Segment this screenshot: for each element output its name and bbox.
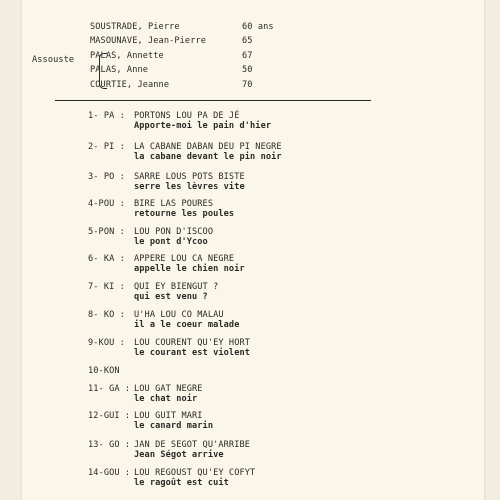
- group-label: Assouste: [32, 55, 75, 65]
- entry-number: 13- GO :: [88, 440, 131, 450]
- entry-number: 6- KA :: [88, 254, 125, 264]
- entry-gascon: PORTONS LOU PA DE JÉ: [134, 111, 240, 121]
- entry-gascon: LOU REGOUST QU'EY COFYT: [134, 468, 256, 478]
- entry-french: Jean Ségot arrive: [134, 450, 224, 460]
- entry-gascon: JAN DE SEGOT QU'ARRIBE: [134, 440, 251, 450]
- entry-french: le ragoût est cuit: [134, 478, 229, 488]
- entry-french: qui est venu ?: [134, 292, 208, 302]
- entry-number: 2- PI :: [88, 142, 125, 152]
- entry-gascon: BIRE LAS POURES: [134, 199, 214, 209]
- entry-french: serre les lèvres vite: [134, 182, 245, 192]
- entry-number: 11- GA :: [88, 384, 131, 394]
- entry-number: 14-GOU :: [88, 468, 131, 478]
- entry-french: appelle le chien noir: [134, 264, 245, 274]
- person-age: 67: [242, 51, 253, 61]
- person-name: PALAS, Annette: [90, 51, 164, 61]
- person-name: COURTIE, Jeanne: [90, 80, 170, 90]
- person-name: MASOUNAVE, Jean-Pierre: [90, 36, 207, 46]
- entry-number: 8- KO :: [88, 310, 125, 320]
- entry-french: le chat noir: [134, 394, 198, 404]
- entry-gascon: LOU GAT NEGRE: [134, 384, 203, 394]
- entry-number: 9-KOU :: [88, 338, 125, 348]
- person-name: PALAS, Anne: [90, 65, 149, 75]
- entry-gascon: QUI EY BIENGUT ?: [134, 282, 219, 292]
- entry-french: retourne les poules: [134, 209, 235, 219]
- entry-gascon: LOU PON D'ISCOO: [134, 227, 214, 237]
- entry-french: le canard marin: [134, 421, 214, 431]
- person-age: 70: [242, 80, 253, 90]
- entry-gascon: LOU GUIT MARI: [134, 411, 203, 421]
- entry-french: la cabane devant le pin noir: [134, 152, 282, 162]
- person-name: SOUSTRADE, Pierre: [90, 22, 180, 32]
- entry-gascon: APPERE LOU CA NEGRE: [134, 254, 235, 264]
- entry-french: Apporte-moi le pain d'hier: [134, 121, 272, 131]
- entry-number: 7- KI :: [88, 282, 125, 292]
- entry-number: 12-GUI :: [88, 411, 131, 421]
- separator-line: [55, 100, 371, 101]
- person-age: 60 ans: [242, 22, 274, 32]
- entry-gascon: U'HA LOU CO MALAU: [134, 310, 224, 320]
- entry-gascon: LOU COURENT QU'EY HORT: [134, 338, 251, 348]
- entry-gascon: LA CABANE DABAN DEU PI NEGRE: [134, 142, 282, 152]
- entry-number: 3- PO :: [88, 172, 125, 182]
- person-age: 65: [242, 36, 253, 46]
- entry-french: le courant est violent: [134, 348, 251, 358]
- entry-gascon: SARRE LOUS POTS BISTE: [134, 172, 245, 182]
- person-age: 50: [242, 65, 253, 75]
- entry-french: le pont d'Ycoo: [134, 237, 208, 247]
- entry-number: 10-KON: [88, 366, 120, 376]
- typewritten-page: [22, 0, 484, 500]
- entry-french: il a le coeur malade: [134, 320, 240, 330]
- entry-number: 4-POU :: [88, 199, 125, 209]
- entry-number: 1- PA :: [88, 111, 125, 121]
- entry-number: 5-PON :: [88, 227, 125, 237]
